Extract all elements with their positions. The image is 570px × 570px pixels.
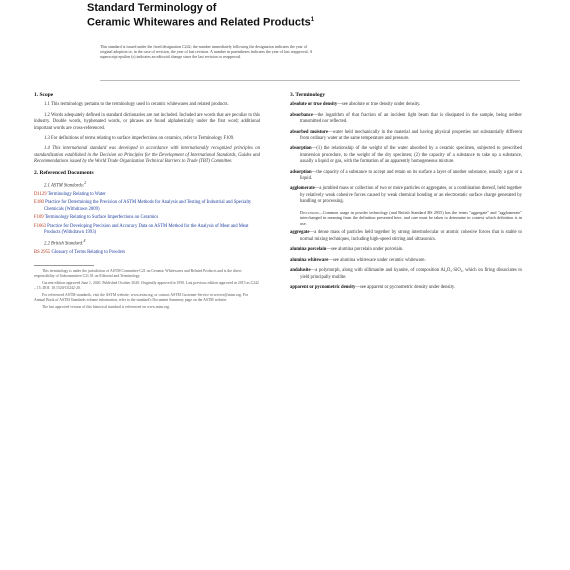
term-definition: —see alumina whiteware under ceramic whiteware. [328,257,426,263]
reference-title[interactable]: Terminology Relating to Water [47,192,106,198]
header-divider [100,80,520,81]
footnote-4: The last approved version of this historical standard is referenced on www.astm.org. [42,304,170,309]
reference-code[interactable]: F109 [34,215,44,221]
term-entry [290,285,522,291]
reference-item[interactable] [34,200,260,213]
astm-standards-label [34,180,260,190]
astm-standards-text: 2.1 ASTM Standards: [44,183,85,189]
term-definition: —a dense mass of particles held together by strong intermolecular or atomic cohesive forces that is stable to normal mixing techniques, including high-speed stirring and ultrasonics. [300,230,522,242]
term-name: andalusite [290,268,311,274]
scope-para-1: 1.1 This terminology pertains to the terminology used in ceramic whitewares and related products. [44,102,229,108]
footnotes [34,269,260,310]
scope-heading: 1. Scope [34,92,54,98]
notice-line-3: superscript epsilon (ε) indicates an editorial change since the last revision or reapproval. [100,54,242,59]
term-definition: —see apparent or pycnometric density under density. [355,284,456,290]
discussion-text: —Common usage in powder technology (and British Standard BS 2955) has the terms "aggregate" and "agglomerate" interchanged in meaning from the definition presented here, and care must be taken to determine in context which definition is in use. [300,209,522,226]
term-definition: —water held mechanically in the material and having physical properties not substantially different from ordinary water at the same temperature and pressure. [300,129,522,142]
discussion-note [290,210,522,227]
term-definition: —a jumbled mass or collection of two or more particles or aggregates, or a combination thereof, held together by relatively weak cohesive forces caused by weak chemical bonding or an electrostatic surface charge generated by handling or processing. [300,186,522,205]
term-name: alumina porcelain [290,247,327,253]
term-entry [290,186,522,205]
title-line-2 [87,14,487,29]
reference-code[interactable]: E180 [34,200,44,206]
reference-item[interactable] [34,192,260,198]
term-entry [290,230,522,243]
term-definition: —the logarithm of that fraction of an incident light beam that is dissipated in the sample, being neither transmitted nor reflected. [300,112,522,125]
title-line-2-text: Ceramic Whitewares and Related Products [87,16,311,29]
reference-title[interactable]: Practice for Developing Precision and Accuracy Data on ASTM Method for the Analysis of Meat and Meat Products (Withdrawn 1993) [44,223,249,236]
references-heading: 2. Referenced Documents [34,169,94,176]
term-name: absorption [290,146,312,152]
term-name: absorbance [290,112,313,118]
footnote-2: Current edition approved June 1, 2020. Published October 2020. Originally approved in 1950. Last previous edition approved in 2015 as C242 – 15. DOI: 10.1520/C0242-20. [34,280,259,290]
title-block [87,2,487,29]
reference-title[interactable]: Practice for Determining the Precision of ASTM Methods for Analysis and Testing of Industrial and Specialty Chemicals (Withdrawn 2009) [44,200,252,212]
scope-para-4: 1.4 This international standard was developed in accordance with internationally recognized principles on standardization established in the Decision on Principles for the Development of International Standards, Guides and Recommendations issued by the World Trade Organization Technical Barriers to Trade (TBT) Committee. [34,146,260,165]
reference-item[interactable] [34,215,260,221]
right-column [290,88,522,295]
term-definition: —(1) the relationship of the weight of the water absorbed by a ceramic specimen, subjected to prescribed immersion procedure, to the weight of the dry specimen; (2) the capacity of a substance to take up a substance, usually a liquid or gas, with the formation of an apparently homogeneous mixture. [300,146,522,165]
notice-line-1: This standard is issued under the fixed designation C242; the number immediately following the designation indicates the year of [100,44,308,49]
astm-footnote-mark: 2 [84,181,87,186]
reference-code[interactable]: D1129 [34,192,47,198]
reference-title[interactable]: Terminology Relating to Surface Imperfections on Ceramics [44,215,159,221]
term-entry [290,146,522,165]
reference-code[interactable]: BS 2955 [34,250,51,256]
reference-code[interactable]: F1663 [34,223,46,229]
terminology-heading: 3. Terminology [290,92,326,98]
term-entry [290,258,522,264]
british-standard-text: 2.2 British Standard: [44,242,84,248]
term-entry [290,268,522,281]
term-definition: —the capacity of a substance to accept and retain on its surface a layer of another substance, usually a gas or a liquid. [300,169,522,182]
scope-para-3: 1.3 For definitions of terms relating to surface imperfections on ceramics, refer to Terminology F109. [44,136,235,142]
footnote-divider [34,265,94,266]
term-entry [290,170,522,183]
term-definition: —see absolute or true density under density. [337,102,421,108]
footnote-3: For referenced ASTM standards, visit the ASTM website, www.astm.org, or contact ASTM Customer Service at service@astm.org. For Annual Book of ASTM Standards volume information, refer to the standard's Document Summary page on the ASTM website. [34,292,249,302]
title-footnote-mark: 1 [310,17,315,23]
term-definition: —a polymorph, along with sillimanite and kyanite, of composition Al₂O₃·SiO₂, which on firing dissociates to yield principally mullite. [300,268,522,280]
term-name: absorbed moisture [290,129,328,135]
designation-notice [100,44,520,59]
term-name: agglomerate [290,186,315,192]
term-name: apparent or pycnometric density [290,284,356,290]
notice-line-2: original adoption or, in the case of revision, the year of last revision. A number in parentheses indicates the year of last reapproval. A [100,49,313,54]
term-entry [290,130,522,143]
left-column [34,88,260,312]
discussion-label: Discussion [300,209,319,215]
reference-title[interactable]: Glossary of Terms Relating to Powders [51,250,126,256]
reference-item[interactable] [34,224,260,237]
footnote-1: This terminology is under the jurisdiction of ASTM Committee C21 on Ceramic Whitewares and Related Products and is the direct responsibility of Subcommittee C21.01 on Editorial and Terminology. [34,268,242,278]
term-entry [290,247,522,253]
term-definition: —see alumina porcelain under porcelain. [326,247,404,253]
reference-item[interactable] [34,250,260,256]
term-entry [290,113,522,126]
bsi-footnote-mark: 4 [83,239,86,244]
term-name: absolute or true density [290,102,338,108]
title-line-1: Standard Terminology of [87,2,217,14]
term-entry [290,102,522,108]
term-name: aggregate [290,230,310,236]
british-standard-label [34,238,260,248]
term-name: adsorption [290,169,312,175]
scope-para-2: 1.2 Words adequately defined in standard dictionaries are not included. Included are words that are peculiar to this industry. Double words, hyphenated words, or phrases are found alphabetically under the first word; additional important words are cross-referenced. [34,112,260,131]
term-name: alumina whiteware [290,257,329,263]
